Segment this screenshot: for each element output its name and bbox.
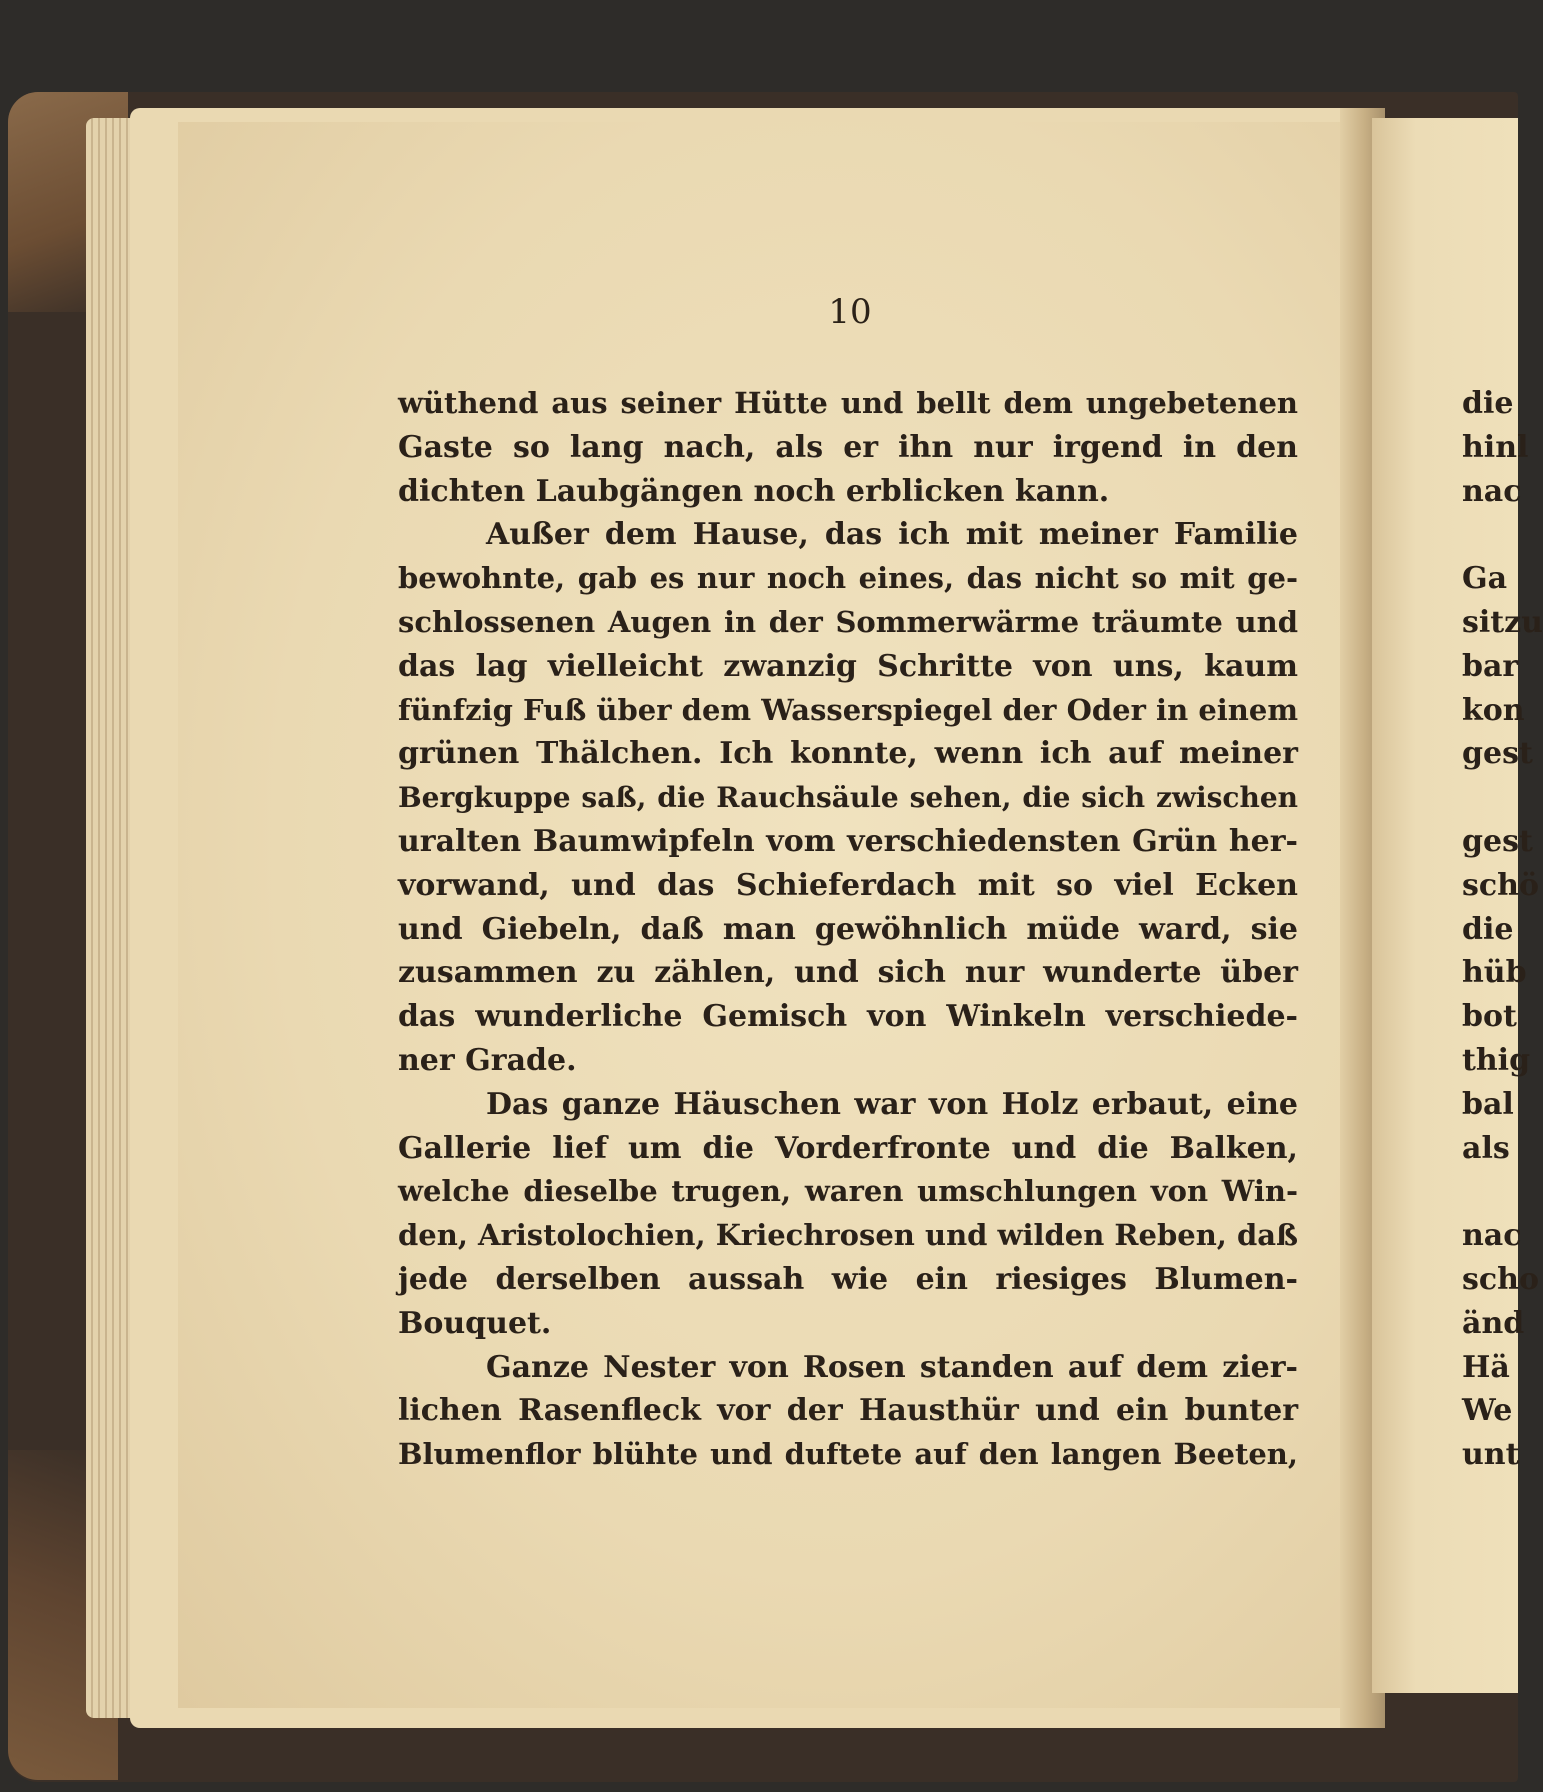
right-page-fragment: gest xyxy=(1462,823,1533,859)
right-page-fragment: schö xyxy=(1462,867,1539,903)
text-line: Ganze Nester von Rosen standen auf dem zier- xyxy=(486,1349,1298,1385)
text-line: das lag vielleicht zwanzig Schritte von uns, kaum xyxy=(398,648,1298,684)
right-page-fragment: Hä xyxy=(1462,1349,1510,1385)
right-page-fragment: nac xyxy=(1462,473,1522,509)
right-page-fragment: gest xyxy=(1462,736,1533,772)
right-page-fragment: änd xyxy=(1462,1305,1525,1341)
text-line: Blumenflor blühte und duftete auf den langen Beeten, xyxy=(398,1437,1298,1472)
text-line: und Giebeln, daß man gewöhnlich müde ward, sie xyxy=(398,911,1298,947)
right-page-fragment: sitzu xyxy=(1462,604,1543,640)
right-page-fragment xyxy=(1462,776,1522,820)
right-page-fragment xyxy=(1462,513,1522,557)
right-page-fragment: hüb xyxy=(1462,955,1527,991)
text-line: jede derselben aussah wie ein riesiges Blumen- xyxy=(398,1261,1298,1297)
right-page-fragment: bar xyxy=(1462,648,1519,684)
right-page-fragment: nac xyxy=(1462,1218,1522,1254)
right-page-fragment: hinl xyxy=(1462,429,1529,465)
text-line: lichen Rasenfleck vor der Hausthür und ein bunter xyxy=(398,1393,1298,1429)
text-line: Gaste so lang nach, als er ihn nur irgend in den xyxy=(398,429,1298,465)
text-line: bewohnte, gab es nur noch eines, das nicht so mit ge- xyxy=(398,561,1298,596)
right-page-fragment: die xyxy=(1462,911,1514,947)
text-line: welche dieselbe trugen, waren umschlungen von Win- xyxy=(398,1174,1298,1209)
right-page-fragment: scho xyxy=(1462,1261,1539,1297)
text-line: fünfzig Fuß über dem Wasserspiegel der Oder in einem xyxy=(398,692,1298,727)
text-line: grünen Thälchen. Ich konnte, wenn ich auf meiner xyxy=(398,736,1298,772)
right-page-text-fragments xyxy=(1462,382,1543,1477)
right-page-fragment: bal xyxy=(1462,1086,1514,1122)
text-line: vorwand, und das Schieferdach mit so viel Ecken xyxy=(398,867,1298,903)
right-page-fragment: thig xyxy=(1462,1042,1531,1078)
right-page-fragment xyxy=(1462,1170,1522,1214)
right-page-fragment: unt xyxy=(1462,1437,1520,1473)
right-page-fragment: als xyxy=(1462,1130,1510,1166)
body-text xyxy=(398,382,1298,1477)
text-line: dichten Laubgängen noch erblicken kann. xyxy=(398,473,1110,509)
text-line: Das ganze Häuschen war von Holz erbaut, eine xyxy=(486,1086,1298,1122)
text-line: wüthend aus seiner Hütte und bellt dem ungebetenen xyxy=(398,386,1298,420)
text-line: Außer dem Hause, das ich mit meiner Familie xyxy=(486,517,1298,553)
right-page-fragment: Ga xyxy=(1462,561,1508,597)
text-line: schlossenen Augen in der Sommerwärme träumte und xyxy=(398,604,1298,639)
right-page-fragment: kon xyxy=(1462,692,1525,728)
text-line: ner Grade. xyxy=(398,1042,577,1078)
text-line: Bergkuppe saß, die Rauchsäule sehen, die sich zwischen xyxy=(398,781,1298,815)
text-line: Bouquet. xyxy=(398,1305,552,1341)
text-line: den, Aristolochien, Kriechrosen und wilden Reben, daß xyxy=(398,1218,1299,1253)
text-line: Gallerie lief um die Vorderfronte und die Balken, xyxy=(398,1130,1298,1166)
page-number: 10 xyxy=(828,292,872,332)
right-page-fragment: We xyxy=(1462,1393,1513,1429)
text-line: das wunderliche Gemisch von Winkeln verschiede- xyxy=(398,999,1298,1035)
text-line: uralten Baumwipfeln vom verschiedensten Grün her- xyxy=(398,823,1298,859)
right-page-fragment: bot xyxy=(1462,999,1517,1035)
text-line: zusammen zu zählen, und sich nur wunderte über xyxy=(398,955,1298,991)
right-page-fragment: die xyxy=(1462,386,1514,421)
